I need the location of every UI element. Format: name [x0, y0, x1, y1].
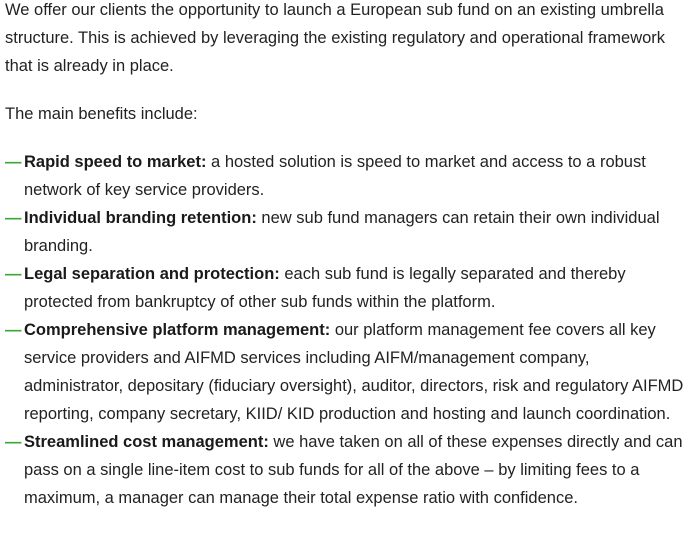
intro-paragraph: We offer our clients the opportunity to launch a European sub fund on an existing umbrella structure. This is achieved by leveraging the existing regulatory and operational framework that is already in place.: [5, 1, 666, 75]
benefit-term: Rapid speed to market:: [24, 153, 207, 171]
benefit-text: new sub fund managers can retain their own individual branding.: [24, 209, 660, 255]
benefit-item-branding: [5, 204, 688, 260]
benefit-term: Comprehensive platform management:: [24, 321, 331, 339]
article-body: [5, 0, 688, 512]
benefit-text: each sub fund is legally separated and thereby protected from bankruptcy of other sub funds within the platform.: [24, 265, 626, 311]
benefit-item-platform: [5, 316, 688, 428]
benefits-lead: The main benefits include:: [5, 105, 198, 123]
benefit-item-speed: [5, 148, 688, 204]
benefit-item-legal: [5, 260, 688, 316]
benefit-term: Streamlined cost management:: [24, 433, 269, 451]
benefit-item-cost: [5, 428, 688, 512]
benefit-text: we have taken on all of these expenses directly and can pass on a single line-item cost to sub funds for all of the above – by limiting fees to a maximum, a manager can manage their total expense ratio with confidence.: [24, 433, 683, 507]
benefits-list: [5, 148, 688, 512]
benefit-term: Legal separation and protection:: [24, 265, 280, 283]
dash-bullet-icon: —: [5, 209, 22, 227]
dash-bullet-icon: —: [5, 153, 22, 171]
dash-bullet-icon: —: [5, 265, 22, 283]
dash-bullet-icon: —: [5, 433, 22, 451]
dash-bullet-icon: —: [5, 321, 22, 339]
benefit-text: our platform management fee covers all key service providers and AIFMD services including AIFM/management company, administrator, depositary (fiduciary oversight), auditor, directors, risk and regulatory AIFMD reporting, company secretary, KIID/ KID production and hosting and launch coordination.: [24, 321, 684, 423]
benefit-text: a hosted solution is speed to market and access to a robust network of key service providers.: [24, 153, 646, 199]
benefit-term: Individual branding retention:: [24, 209, 257, 227]
